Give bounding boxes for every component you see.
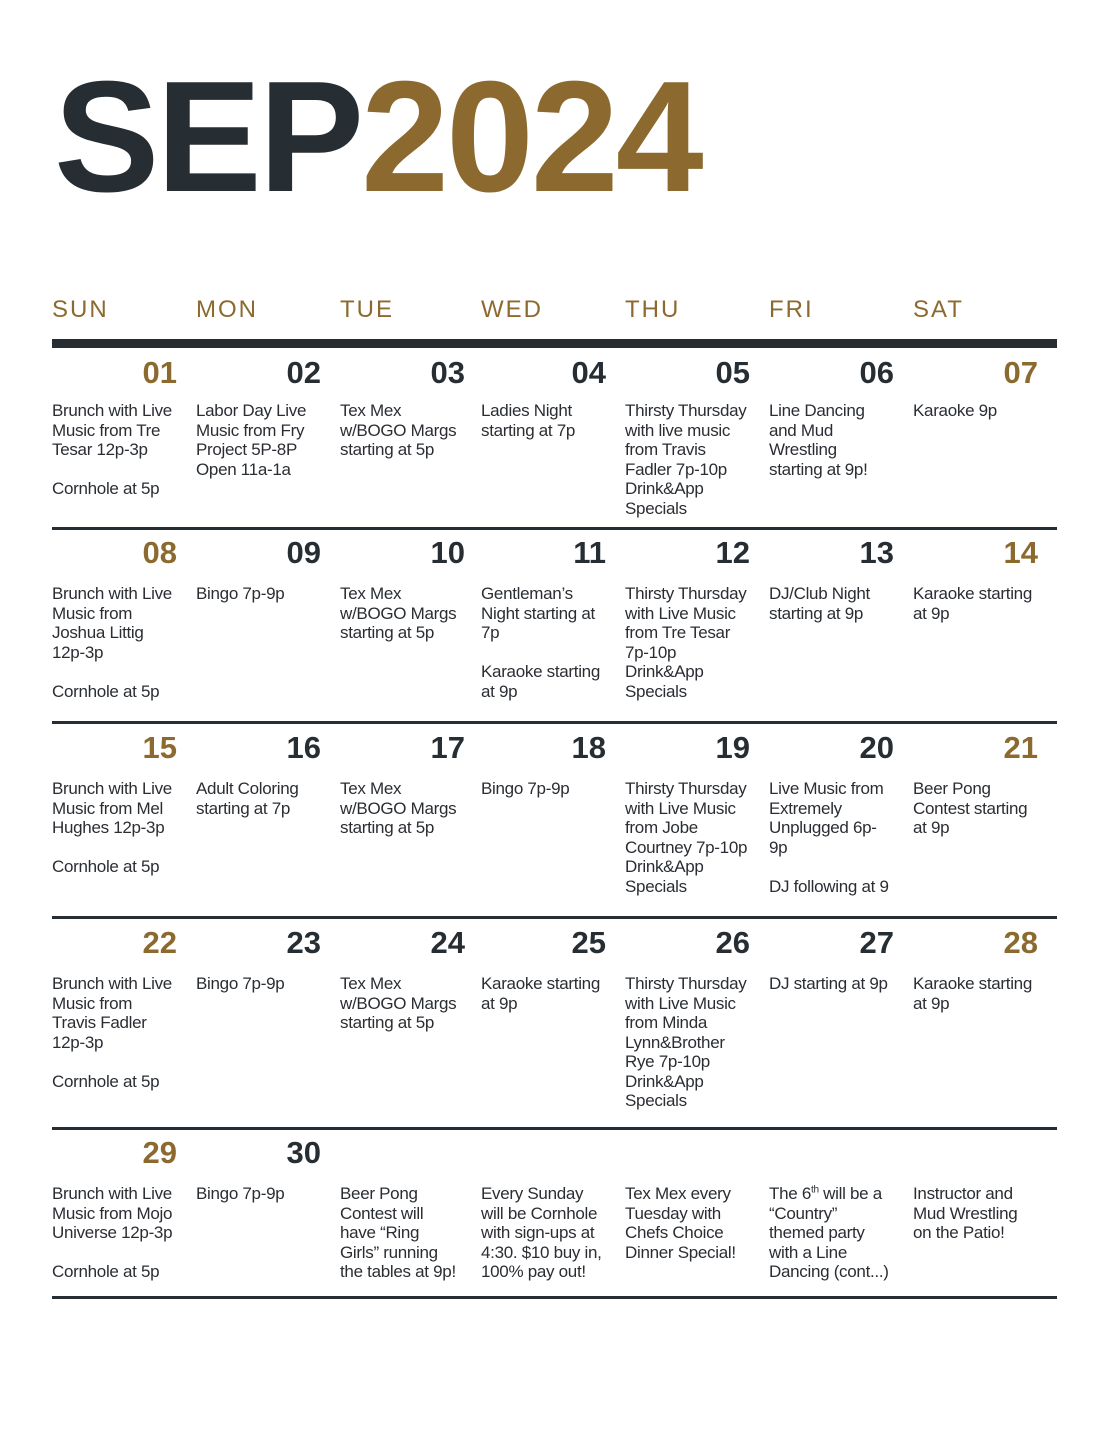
week-divider: [52, 1296, 1057, 1299]
day-number: 27: [859, 925, 894, 960]
ordinal-suffix: th: [810, 1184, 819, 1196]
title-year: 2024: [361, 49, 701, 225]
day-events: Brunch with Live Music from Joshua Littig 12p-3p Cornhole at 5p: [52, 584, 172, 701]
day-events: Beer Pong Contest will have “Ring Girls” running the tables at 9p!: [340, 1184, 456, 1281]
day-number: 14: [1003, 535, 1038, 570]
day-number: 17: [430, 730, 465, 765]
day-events: Tex Mex w/BOGO Margs starting at 5p: [340, 779, 457, 837]
day-events: Bingo 7p-9p: [481, 779, 570, 798]
day-events: DJ/Club Night starting at 9p: [769, 584, 870, 623]
day-number: 09: [286, 535, 321, 570]
day-events: Bingo 7p-9p: [196, 1184, 285, 1203]
day-events: Thirsty Thursday with Live Music from Jobe Courtney 7p-10p Drink&App Specials: [625, 779, 748, 896]
day-events: Beer Pong Contest starting at 9p: [913, 779, 1028, 837]
day-number: 11: [573, 535, 606, 570]
day-events: Brunch with Live Music from Mojo Universe 12p-3p Cornhole at 5p: [52, 1184, 173, 1281]
weekday-mon: MON: [196, 296, 258, 323]
day-events: Thirsty Thursday with live music from Travis Fadler 7p-10p Drink&App Specials: [625, 401, 747, 518]
weekday-tue: TUE: [340, 296, 394, 323]
day-number: 01: [142, 355, 177, 390]
day-number: 06: [859, 355, 894, 390]
day-number: 24: [430, 925, 465, 960]
week-divider: [52, 916, 1057, 919]
day-events: Gentleman’s Night starting at 7p Karaoke starting at 9p: [481, 584, 600, 701]
day-events: Karaoke starting at 9p: [913, 584, 1032, 623]
day-number: 04: [571, 355, 606, 390]
day-number: 20: [859, 730, 894, 765]
week-divider: [52, 527, 1057, 530]
day-number: 07: [1003, 355, 1038, 390]
weekday-sun: SUN: [52, 296, 109, 323]
weekday-sat: SAT: [913, 296, 964, 323]
day-number: 03: [430, 355, 465, 390]
title-month: SEP: [54, 49, 362, 225]
day-events: Tex Mex w/BOGO Margs starting at 5p: [340, 974, 457, 1032]
day-events: Thirsty Thursday with Live Music from Minda Lynn&Brother Rye 7p-10p Drink&App Specials: [625, 974, 747, 1110]
day-events: Tex Mex every Tuesday with Chefs Choice Dinner Special!: [625, 1184, 736, 1262]
day-events: Labor Day Live Music from Fry Project 5P-8P Open 11a-1a: [196, 401, 307, 479]
day-number: 26: [715, 925, 750, 960]
day-events: Karaoke 9p: [913, 401, 997, 420]
day-number: 15: [142, 730, 177, 765]
weekday-fri: FRI: [769, 296, 814, 323]
weekday-wed: WED: [481, 296, 543, 323]
day-events: Live Music from Extremely Unplugged 6p- 9p DJ following at 9: [769, 779, 889, 896]
weekday-thu: THU: [625, 296, 681, 323]
day-events: Brunch with Live Music from Travis Fadler 12p-3p Cornhole at 5p: [52, 974, 172, 1091]
day-events: Brunch with Live Music from Mel Hughes 12p-3p Cornhole at 5p: [52, 779, 172, 876]
day-events: Instructor and Mud Wrestling on the Patio!: [913, 1184, 1018, 1242]
day-events: Tex Mex w/BOGO Margs starting at 5p: [340, 401, 457, 459]
day-events: Bingo 7p-9p: [196, 584, 285, 603]
week-divider: [52, 721, 1057, 724]
day-events: Karaoke starting at 9p: [481, 974, 600, 1013]
day-events: Adult Coloring starting at 7p: [196, 779, 299, 818]
day-number: 21: [1003, 730, 1038, 765]
day-number: 18: [571, 730, 606, 765]
day-events: Line Dancing and Mud Wrestling starting at 9p!: [769, 401, 868, 479]
day-number: 30: [286, 1135, 321, 1170]
day-number: 08: [142, 535, 177, 570]
day-events: Ladies Night starting at 7p: [481, 401, 576, 440]
day-events: Every Sunday will be Cornhole with sign-ups at 4:30. $10 buy in, 100% pay out!: [481, 1184, 602, 1281]
calendar-title: [54, 49, 701, 225]
day-number: 05: [715, 355, 750, 390]
day-number: 19: [715, 730, 750, 765]
header-divider: [52, 339, 1057, 348]
day-events: Karaoke starting at 9p: [913, 974, 1032, 1013]
day-number: 13: [859, 535, 894, 570]
day-events: Tex Mex w/BOGO Margs starting at 5p: [340, 584, 457, 642]
day-number: 28: [1003, 925, 1038, 960]
day-number: 02: [286, 355, 321, 390]
day-number: 16: [286, 730, 321, 765]
day-number: 10: [430, 535, 465, 570]
day-events: Bingo 7p-9p: [196, 974, 285, 993]
day-events: DJ starting at 9p: [769, 974, 888, 993]
day-number: 29: [142, 1135, 177, 1170]
day-events: Thirsty Thursday with Live Music from Tre Tesar 7p-10p Drink&App Specials: [625, 584, 747, 701]
day-number: 23: [286, 925, 321, 960]
week-divider: [52, 1127, 1057, 1130]
day-number: 25: [571, 925, 606, 960]
day-events: The 6th will be a “Country” themed party with a Line Dancing (cont...): [769, 1184, 889, 1281]
day-events: Brunch with Live Music from Tre Tesar 12p-3p Cornhole at 5p: [52, 401, 172, 498]
day-number: 22: [142, 925, 177, 960]
day-number: 12: [715, 535, 750, 570]
